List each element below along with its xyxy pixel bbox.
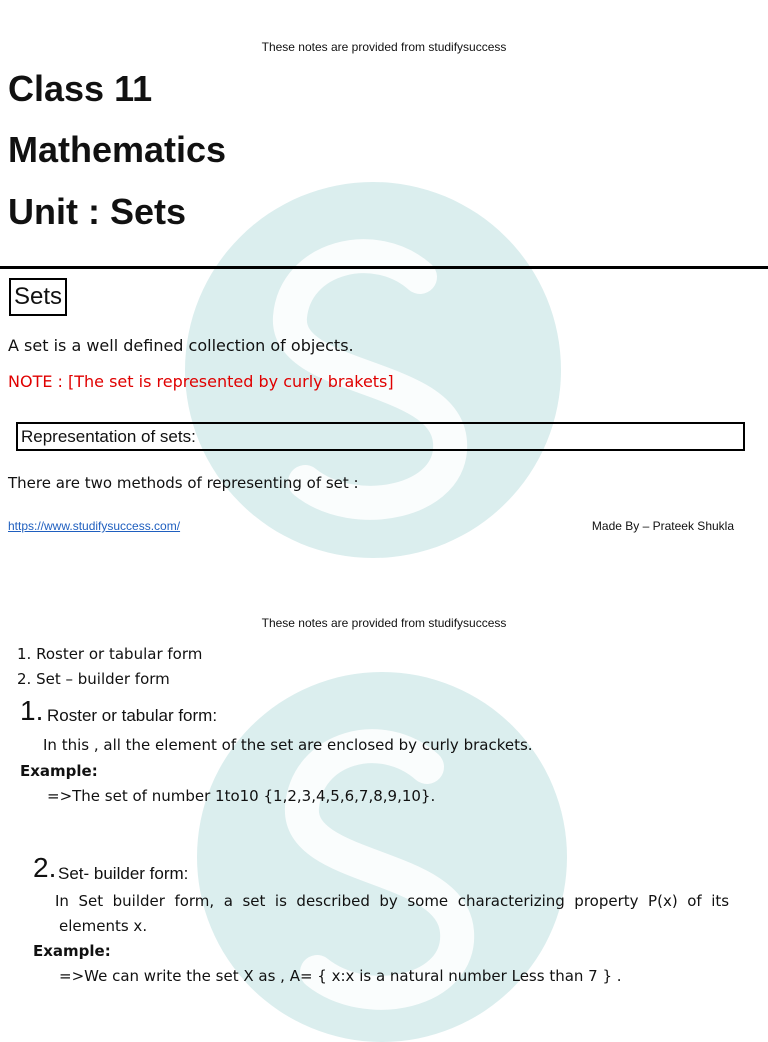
divider-rule [0,266,768,269]
roster-description: In this , all the element of the set are enclosed by curly brackets. [43,736,533,754]
method-list-item: 1. Roster or tabular form [17,645,203,663]
title-subject: Mathematics [8,129,227,170]
roster-example: =>The set of number 1to10 {1,2,3,4,5,6,7,8,9,10}. [47,787,436,805]
title-unit: Unit : Sets [8,191,187,232]
roster-example-label: Example: [20,762,98,780]
builder-example: =>We can write the set X as , A= { x:x is a natural number Less than 7 } . [59,967,622,985]
builder-example-label: Example: [33,942,111,960]
section-heading-sets: Sets [9,278,67,316]
note-text: NOTE : [The set is represented by curly brakets] [8,372,394,391]
builder-number: 2. [33,852,57,883]
roster-heading: Roster or tabular form: [47,706,218,725]
method-list-item: 2. Set – builder form [17,670,170,688]
title-class: Class 11 [8,68,153,109]
builder-heading: Set- builder form: [58,864,189,883]
footer-link[interactable]: https://www.studifysuccess.com/ [8,519,181,533]
footer-credit: Made By – Prateek Shukla [591,519,734,533]
builder-description-line2: elements x. [59,917,148,935]
methods-intro: There are two methods of representing of set : [8,474,359,492]
header-note: These notes are provided from studifysuccess [261,616,507,630]
builder-description-line1: In Set builder form, a set is described by some characterizing property P(x) of its [55,892,730,910]
roster-number: 1. [20,695,44,726]
set-definition: A set is a well defined collection of objects. [8,336,354,355]
header-note: These notes are provided from studifysuccess [261,40,507,54]
representation-heading-box: Representation of sets: [16,422,745,451]
